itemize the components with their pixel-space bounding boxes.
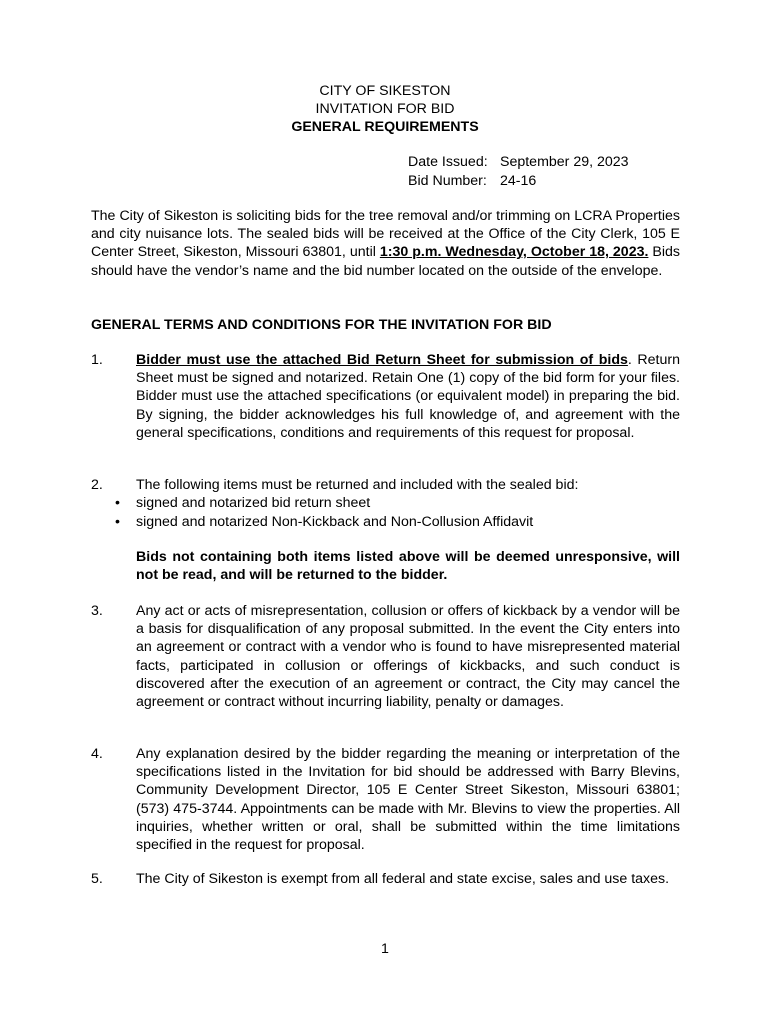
- bullet-item: [91, 494, 680, 513]
- item-text: . Return Sheet must be signed and notarized. Retain One (1) copy of the bid form for your files. Bidder must use the attached specifications (or equivalent model) in preparing the bid. By signing, the bidder acknowledges his full knowledge of, and agreement with the general specifications, conditions and requirements of this request for proposal.: [136, 352, 681, 441]
- intro-paragraph: [91, 207, 680, 280]
- bullet-list: [91, 494, 680, 531]
- item-text: The following items must be returned and included with the sealed bid:: [136, 477, 579, 493]
- list-item: [91, 602, 680, 711]
- date-issued-label: Date Issued:: [408, 154, 488, 170]
- section-title: GENERAL TERMS AND CONDITIONS FOR THE INVITATION FOR BID: [91, 317, 552, 333]
- bid-number-row: [408, 172, 629, 191]
- bullet-dot: •: [115, 495, 120, 511]
- header-general-requirements: GENERAL REQUIREMENTS: [291, 119, 479, 136]
- item-text: Any explanation desired by the bidder regarding the meaning or interpretation of the specifications listed in the Invitation for bid should be addressed with Barry Blevins, Community Development Director, 105 E Center Street Sikeston, Missouri 63801; (573) 475-3744. Appointments can be made with Mr. Blevins to view the properties. All inquiries, whether written or oral, shall be submitted within the time limitations specified in the request for proposal.: [136, 746, 680, 854]
- item-number: 5.: [91, 871, 103, 887]
- bullet-text: signed and notarized Non-Kickback and Non-Collusion Affidavit: [136, 513, 534, 530]
- item-number: 1.: [91, 352, 103, 368]
- bullet-text: signed and notarized bid return sheet: [136, 495, 371, 511]
- intro-text-after: Bids should have the vendor’s name and the bid number located on the outside of the envelope.: [91, 244, 681, 279]
- header-invitation: INVITATION FOR BID: [315, 101, 455, 118]
- list-item: [91, 476, 680, 494]
- item-number: 2.: [91, 477, 103, 493]
- bullet-item: [91, 513, 680, 532]
- header-city: CITY OF SIKESTON: [319, 83, 451, 99]
- item-text: Any act or acts of misrepresentation, collusion or offers of kickback by a vendor will be a basis for disqualification of any proposal submitted. In the event the City enters into an agreement or contract with a vendor who is found to have misrepresented material facts, participated in collusion or offerings of kickbacks, and such conduct is discovered after the execution of an agreement or contract, the City may cancel the agreement or contract without incurring liability, penalty or damages.: [136, 603, 680, 711]
- list-item: [91, 870, 680, 888]
- document-header: [0, 82, 770, 137]
- bullet-dot: •: [115, 513, 120, 530]
- bid-number-value: 24-16: [500, 172, 537, 189]
- list-item: [91, 745, 680, 854]
- item-lead: Bidder must use the attached Bid Return Sheet for submission of bids: [136, 352, 628, 368]
- bid-number-label: Bid Number:: [408, 172, 487, 189]
- bold-note-block: [91, 548, 680, 584]
- item-text: The City of Sikeston is exempt from all federal and state excise, sales and use taxes.: [136, 871, 670, 887]
- item-body: [136, 351, 680, 442]
- item-number: 4.: [91, 746, 103, 762]
- list-item: [91, 351, 680, 442]
- date-issued-row: [408, 153, 629, 172]
- intro-deadline: 1:30 p.m. Wednesday, October 18, 2023.: [379, 244, 649, 261]
- date-issued-value: September 29, 2023: [500, 154, 629, 170]
- page-number: 1: [381, 941, 389, 957]
- intro-text-before: The City of Sikeston is soliciting bids for the tree removal and/or trimming on LCRA Properties and city nuisance lots. The sealed bids will be received at the Office of the City Clerk, 105 E Center Street, Sikeston, Missouri 63801, until: [91, 208, 680, 261]
- bid-meta: [408, 153, 629, 190]
- item-number: 3.: [91, 603, 103, 619]
- bold-note: Bids not containing both items listed above will be deemed unresponsive, will not be read, and will be returned to the bidder.: [136, 549, 680, 584]
